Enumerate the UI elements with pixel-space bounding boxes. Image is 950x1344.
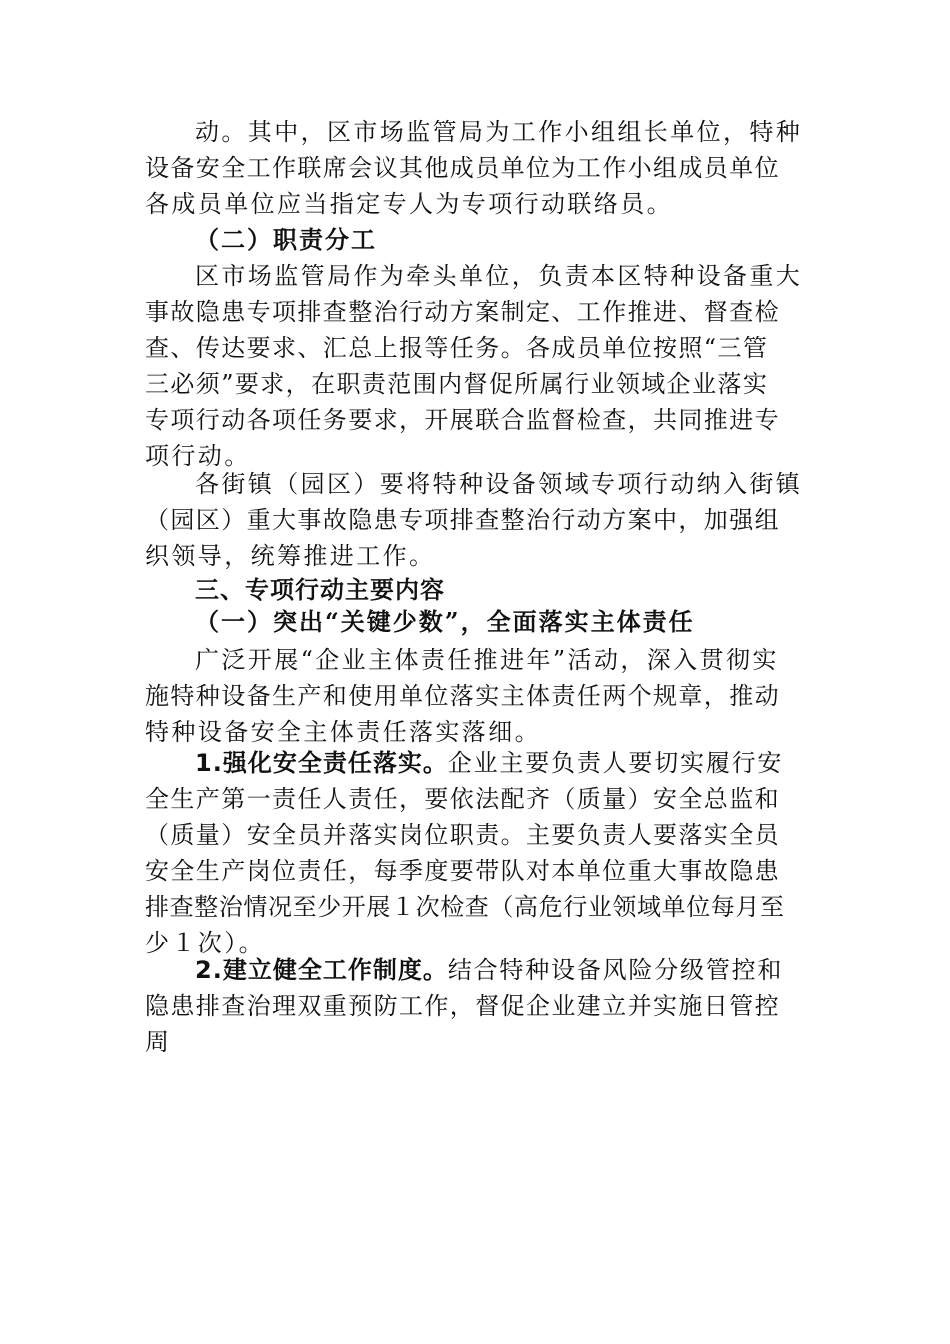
text-line: （园区）重大事故隐患专项排查整治行动方案中，加强组 [145,506,780,534]
text-line: 广泛开展“企业主体责任推进年”活动，深入贯彻实 [195,646,779,674]
text-line: （质量）安全员并落实岗位职责。主要负责人要落实全员 [145,821,780,849]
item-title: 1.强化安全责任落实。 [195,749,448,777]
text-line: 项行动。 [145,442,251,470]
paragraph-duties [145,258,810,474]
heading-text: 三、专项行动主要内容 [195,576,445,604]
text-line [145,952,810,988]
section-heading-main-content [145,572,810,608]
text-line: 织领导，统筹推进工作。 [145,542,436,570]
item-text: 结合特种设备风险分级管控和 [447,956,784,984]
text-line: 各成员单位应当指定专人为专项行动联络员。 [145,190,673,218]
text-line: 周 [145,1028,172,1056]
subsection-heading-key-few [145,604,810,640]
text-line: 专项行动各项任务要求，开展联合监督检查，共同推进专 [145,406,780,434]
text-line: 全生产第一责任人责任，要依法配齐（质量）安全总监和 [145,785,780,813]
item-text: 企业主要负责人要切实履行安 [447,749,784,777]
item-title: 2.建立健全工作制度。 [195,956,448,984]
paragraph-continuation [145,114,810,222]
text-line: 设备安全工作联席会议其他成员单位为工作小组成员单位 [145,154,780,182]
text-line [145,745,810,781]
heading-text: （一）突出“关键少数”，全面落实主体责任 [195,607,695,636]
text-line: 查、传达要求、汇总上报等任务。各成员单位按照“三管 [145,334,769,362]
text-line: 三必须”要求，在职责范围内督促所属行业领域企业落实 [145,370,769,398]
text-line: 各街镇（园区）要将特种设备领域专项行动纳入街镇 [195,470,803,498]
list-item-2 [145,952,810,1060]
text-line: 施特种设备生产和使用单位落实主体责任两个规章，推动 [145,682,780,710]
text-line: 安全生产岗位责任，每季度要带队对本单位重大事故隐患 [145,857,780,885]
paragraph-promotion-year [145,642,810,750]
text-line: 动。其中，区市场监管局为工作小组组长单位，特种 [195,118,803,146]
text-line: 隐患排查治理双重预防工作，督促企业建立并实施日管控 [145,992,780,1020]
paragraph-subdistricts [145,466,810,574]
text-line: 排查整治情况至少开展１次检查（高危行业领域单位每月至 [145,893,785,921]
text-line: 区市场监管局作为牵头单位，负责本区特种设备重大 [195,262,803,290]
text-line: 事故隐患专项排查整治行动方案制定、工作推进、督查检 [145,298,780,326]
heading-text: （二）职责分工 [195,225,377,254]
section-heading-duties [145,222,810,258]
text-line: 特种设备安全主体责任落实落细。 [145,718,541,746]
text-line: 少１次）。 [145,929,265,957]
list-item-1 [145,745,810,961]
